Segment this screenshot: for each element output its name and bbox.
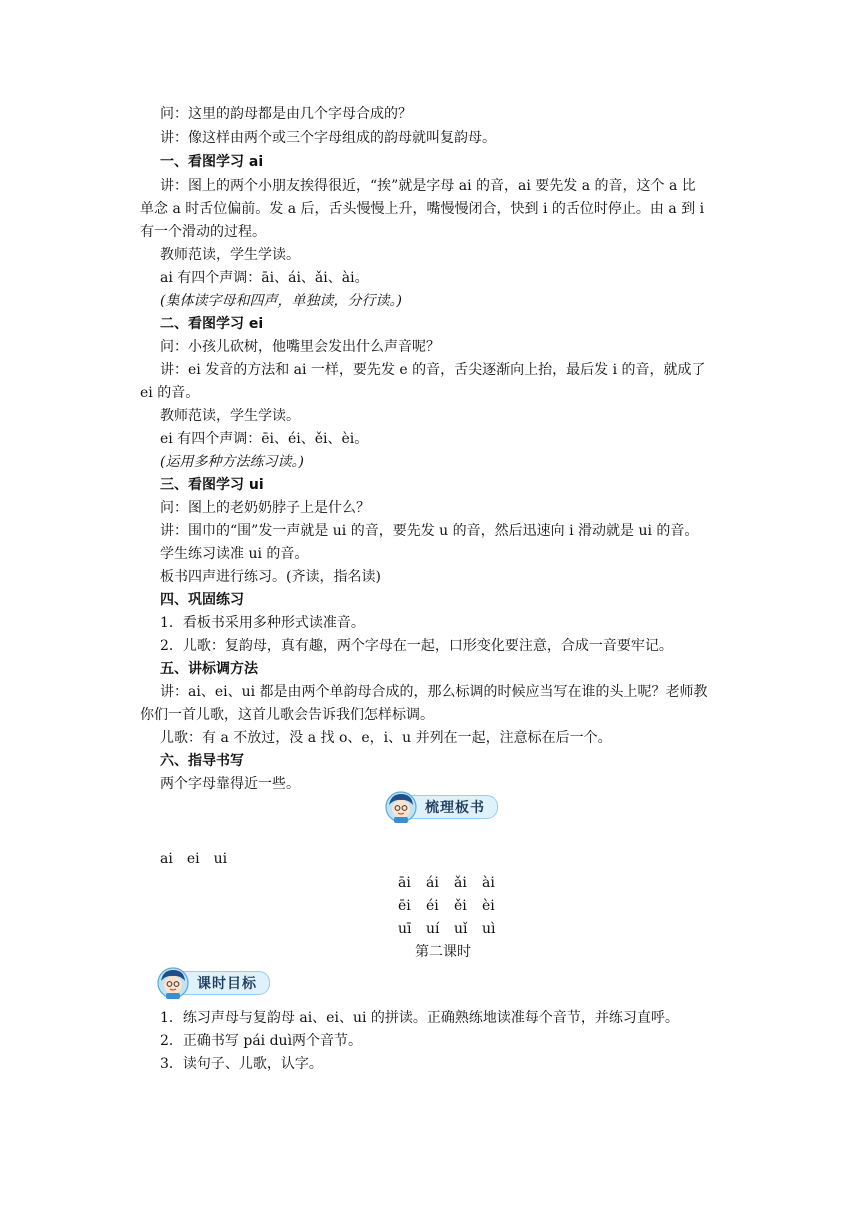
text-line: 讲：像这样由两个或三个字母组成的韵母就叫复韵母。 <box>160 130 496 146</box>
text-line: 1．看板书采用多种形式读准音。 <box>160 615 365 631</box>
goal-item: 2．正确书写 pái duì两个音节。 <box>160 1033 363 1049</box>
text-line: 问：这里的韵母都是由几个字母合成的？ <box>160 106 412 122</box>
text-line: 讲：围巾的“围”发一声就是 ui 的音，要先发 u 的音，然后迅速向 i 滑动就是 ui 的音。 <box>160 523 699 539</box>
text-line: 儿歌：有 a 不放过，没 a 找 o、e，i、u 并列在一起，注意标在后一个。 <box>160 730 612 746</box>
tone-row-ai <box>398 873 510 893</box>
text-line: 问：图上的老奶奶脖子上是什么？ <box>160 500 370 516</box>
lesson-title: 第二课时 <box>415 944 471 960</box>
tone-mark: uǐ <box>454 921 468 937</box>
text-line: 2．儿歌：复韵母，真有趣，两个字母在一起，口形变化要注意，合成一音要牢记。 <box>160 638 673 654</box>
tone-mark: ěi <box>454 898 467 914</box>
section-heading: 一、看图学习 ai <box>160 154 264 170</box>
text-line: 单念 a 时舌位偏前。发 a 后，舌头慢慢上升，嘴慢慢闭合，快到 i 的舌位时停止。由 a 到 i <box>140 201 705 217</box>
text-line: 有一个滑动的过程。 <box>140 224 266 240</box>
text-line: (集体读字母和四声，单独读，分行读。) <box>160 293 402 309</box>
tone-mark: èi <box>482 898 495 914</box>
tone-mark: uī <box>398 921 412 937</box>
text-line: 学生练习读准 ui 的音。 <box>160 546 309 562</box>
badge-label: 梳理板书 <box>396 795 498 819</box>
tone-mark: ài <box>482 875 495 891</box>
tone-mark: ái <box>426 875 439 891</box>
text-line: 板书四声进行练习。(齐读，指名读) <box>160 569 381 585</box>
text-line: 教师范读，学生学读。 <box>160 408 300 424</box>
text-line: 问：小孩儿砍树，他嘴里会发出什么声音呢？ <box>160 339 440 355</box>
tone-mark: éi <box>426 898 439 914</box>
board-heading: ai ei ui <box>160 851 228 867</box>
text-line: 讲：图上的两个小朋友挨得很近，“挨”就是字母 ai 的音，ai 要先发 a 的音，这个 a 比 <box>160 178 696 194</box>
tone-mark: ǎi <box>454 875 467 891</box>
text-line: (运用多种方法练习读。) <box>160 454 304 470</box>
text-line: 教师范读，学生学读。 <box>160 247 300 263</box>
section-heading: 五、讲标调方法 <box>160 661 258 677</box>
text-line: ai 有四个声调：āi、ái、ǎi、ài。 <box>160 270 369 286</box>
text-line: ei 的音。 <box>140 385 200 401</box>
text-line: 讲：ei 发音的方法和 ai 一样，要先发 e 的音，舌尖逐渐向上抬，最后发 i 的音，就成了 <box>160 362 706 378</box>
text-line: 两个字母靠得近一些。 <box>160 776 300 792</box>
text-line: 讲：ai、ei、ui 都是由两个单韵母合成的，那么标调的时候应当写在谁的头上呢？老师教 <box>160 684 708 700</box>
tone-mark: uì <box>482 921 496 937</box>
section-heading: 三、看图学习 ui <box>160 477 264 493</box>
student-avatar-icon <box>156 966 190 1000</box>
board-summary-badge <box>384 790 498 824</box>
tone-mark: uí <box>426 921 440 937</box>
tone-mark: ēi <box>398 898 411 914</box>
tone-row-ui <box>398 919 510 939</box>
student-avatar-icon <box>384 790 418 824</box>
tone-mark: āi <box>398 875 411 891</box>
lesson-goals-badge <box>156 966 270 1000</box>
text-line: 你们一首儿歌，这首儿歌会告诉我们怎样标调。 <box>140 707 434 723</box>
goal-item: 1．练习声母与复韵母 ai、ei、ui 的拼读。正确熟练地读准每个音节，并练习直呼。 <box>160 1010 679 1026</box>
section-heading: 四、巩固练习 <box>160 592 244 608</box>
section-heading: 六、指导书写 <box>160 753 244 769</box>
goal-item: 3．读句子、儿歌，认字。 <box>160 1056 323 1072</box>
badge-label: 课时目标 <box>168 971 270 995</box>
tone-row-ei <box>398 896 510 916</box>
section-heading: 二、看图学习 ei <box>160 316 264 332</box>
text-line: ei 有四个声调：ēi、éi、ěi、èi。 <box>160 431 369 447</box>
